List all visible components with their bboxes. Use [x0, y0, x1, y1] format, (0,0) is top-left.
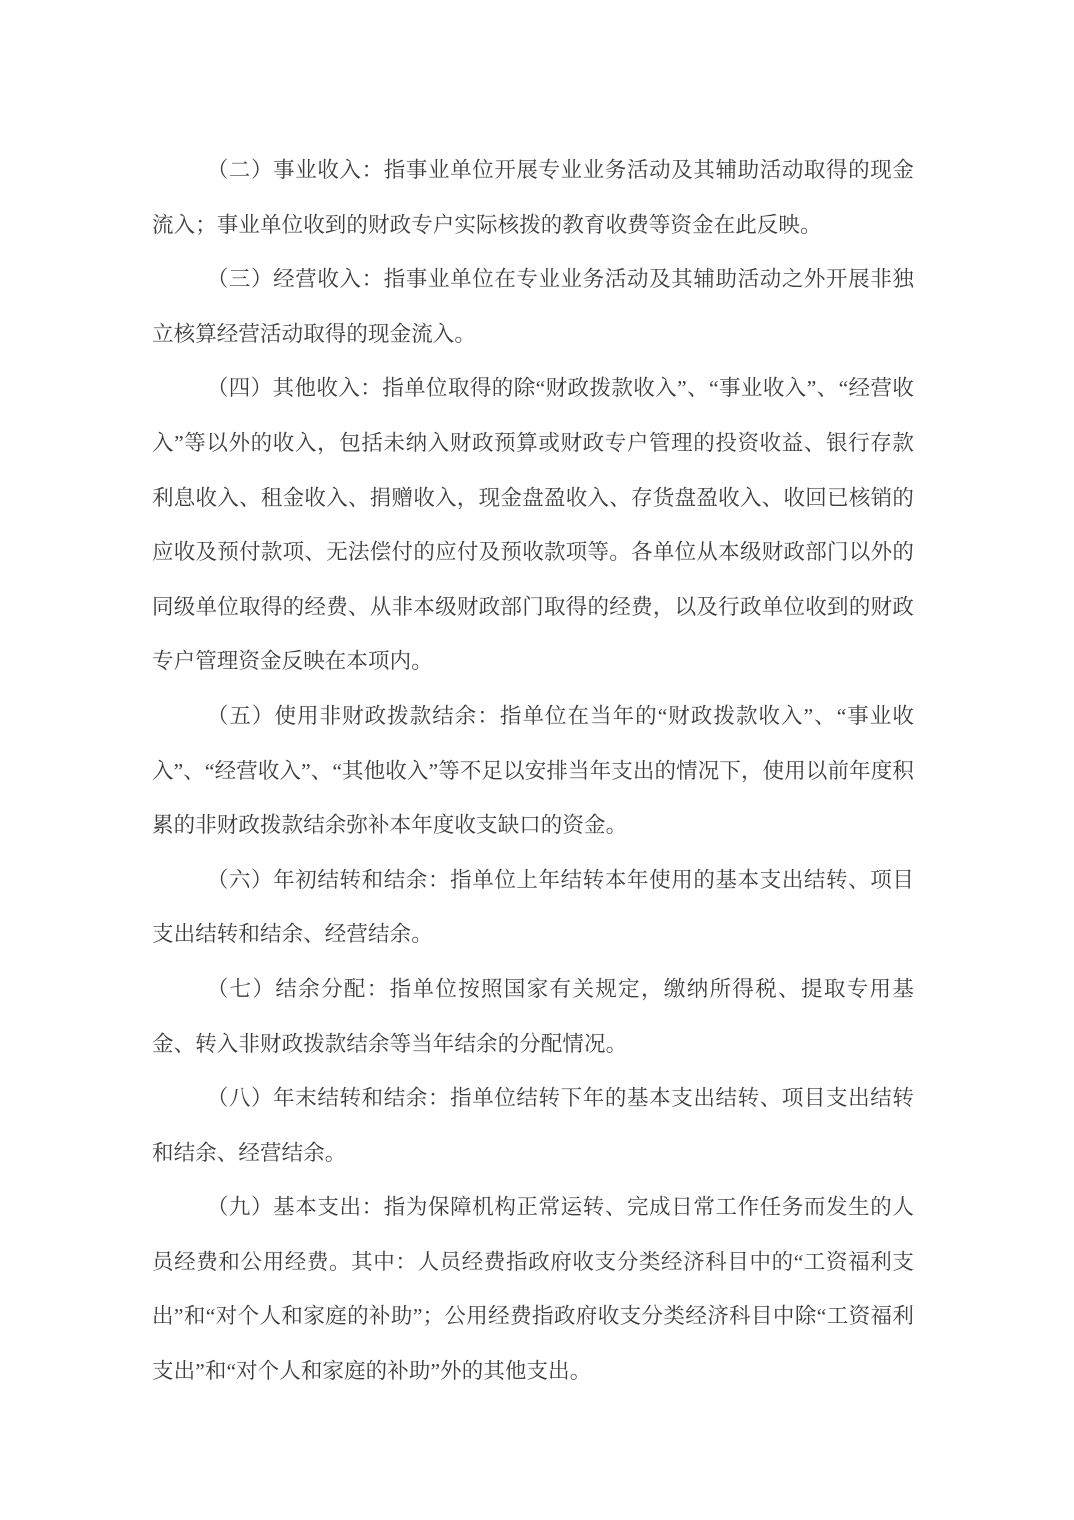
document-body — [152, 143, 914, 1399]
paragraph-item-6-nianchu-jiezhuan-he-jieyu: （六）年初结转和结余：指单位上年结转本年使用的基本支出结转、项目支出结转和结余、经营结余。 — [152, 867, 914, 947]
paragraph-item-2-shiye-shouru: （二）事业收入：指事业单位开展专业业务活动及其辅助活动取得的现金流入；事业单位收到的财政专户实际核拨的教育收费等资金在此反映。 — [152, 158, 914, 237]
paragraph-item-5-shiyong-feicaizheng-bokuan-jieyu: （五）使用非财政拨款结余：指单位在当年的“财政拨款收入”、“事业收入”、“经营收入”、“其他收入”等不足以安排当年支出的情况下，使用以前年度积累的非财政拨款结余弥补本年度收支缺口的资金。 — [152, 703, 914, 838]
paragraph-item-3-jingying-shouru: （三）经营收入：指事业单位在专业业务活动及其辅助活动之外开展非独立核算经营活动取得的现金流入。 — [152, 267, 914, 346]
paragraph-item-4-qita-shouru: （四）其他收入：指单位取得的除“财政拨款收入”、“事业收入”、“经营收入”等以外的收入，包括未纳入财政预算或财政专户管理的投资收益、银行存款利息收入、租金收入、捐赠收入，现金盘盈收入、存货盘盈收入、收回已核销的应收及预付款项、无法偿付的应付及预收款项等。各单位从本级财政部门以外的同级单位取得的经费、从非本级财政部门取得的经费，以及行政单位收到的财政专户管理资金反映在本项内。 — [152, 376, 914, 674]
paragraph-item-9-jiben-zhichu: （九）基本支出：指为保障机构正常运转、完成日常工作任务而发生的人员经费和公用经费。其中：人员经费指政府收支分类经济科目中的“工资福利支出”和“对个人和家庭的补助”；公用经费指政府收支分类经济科目中除“工资福利支出”和“对个人和家庭的补助”外的其他支出。 — [152, 1195, 914, 1384]
paragraph-item-8-nianmo-jiezhuan-he-jieyu: （八）年末结转和结余：指单位结转下年的基本支出结转、项目支出结转和结余、经营结余。 — [152, 1086, 914, 1165]
paragraph-item-7-jieyu-fenpei: （七）结余分配：指单位按照国家有关规定，缴纳所得税、提取专用基金、转入非财政拨款结余等当年结余的分配情况。 — [152, 976, 914, 1056]
